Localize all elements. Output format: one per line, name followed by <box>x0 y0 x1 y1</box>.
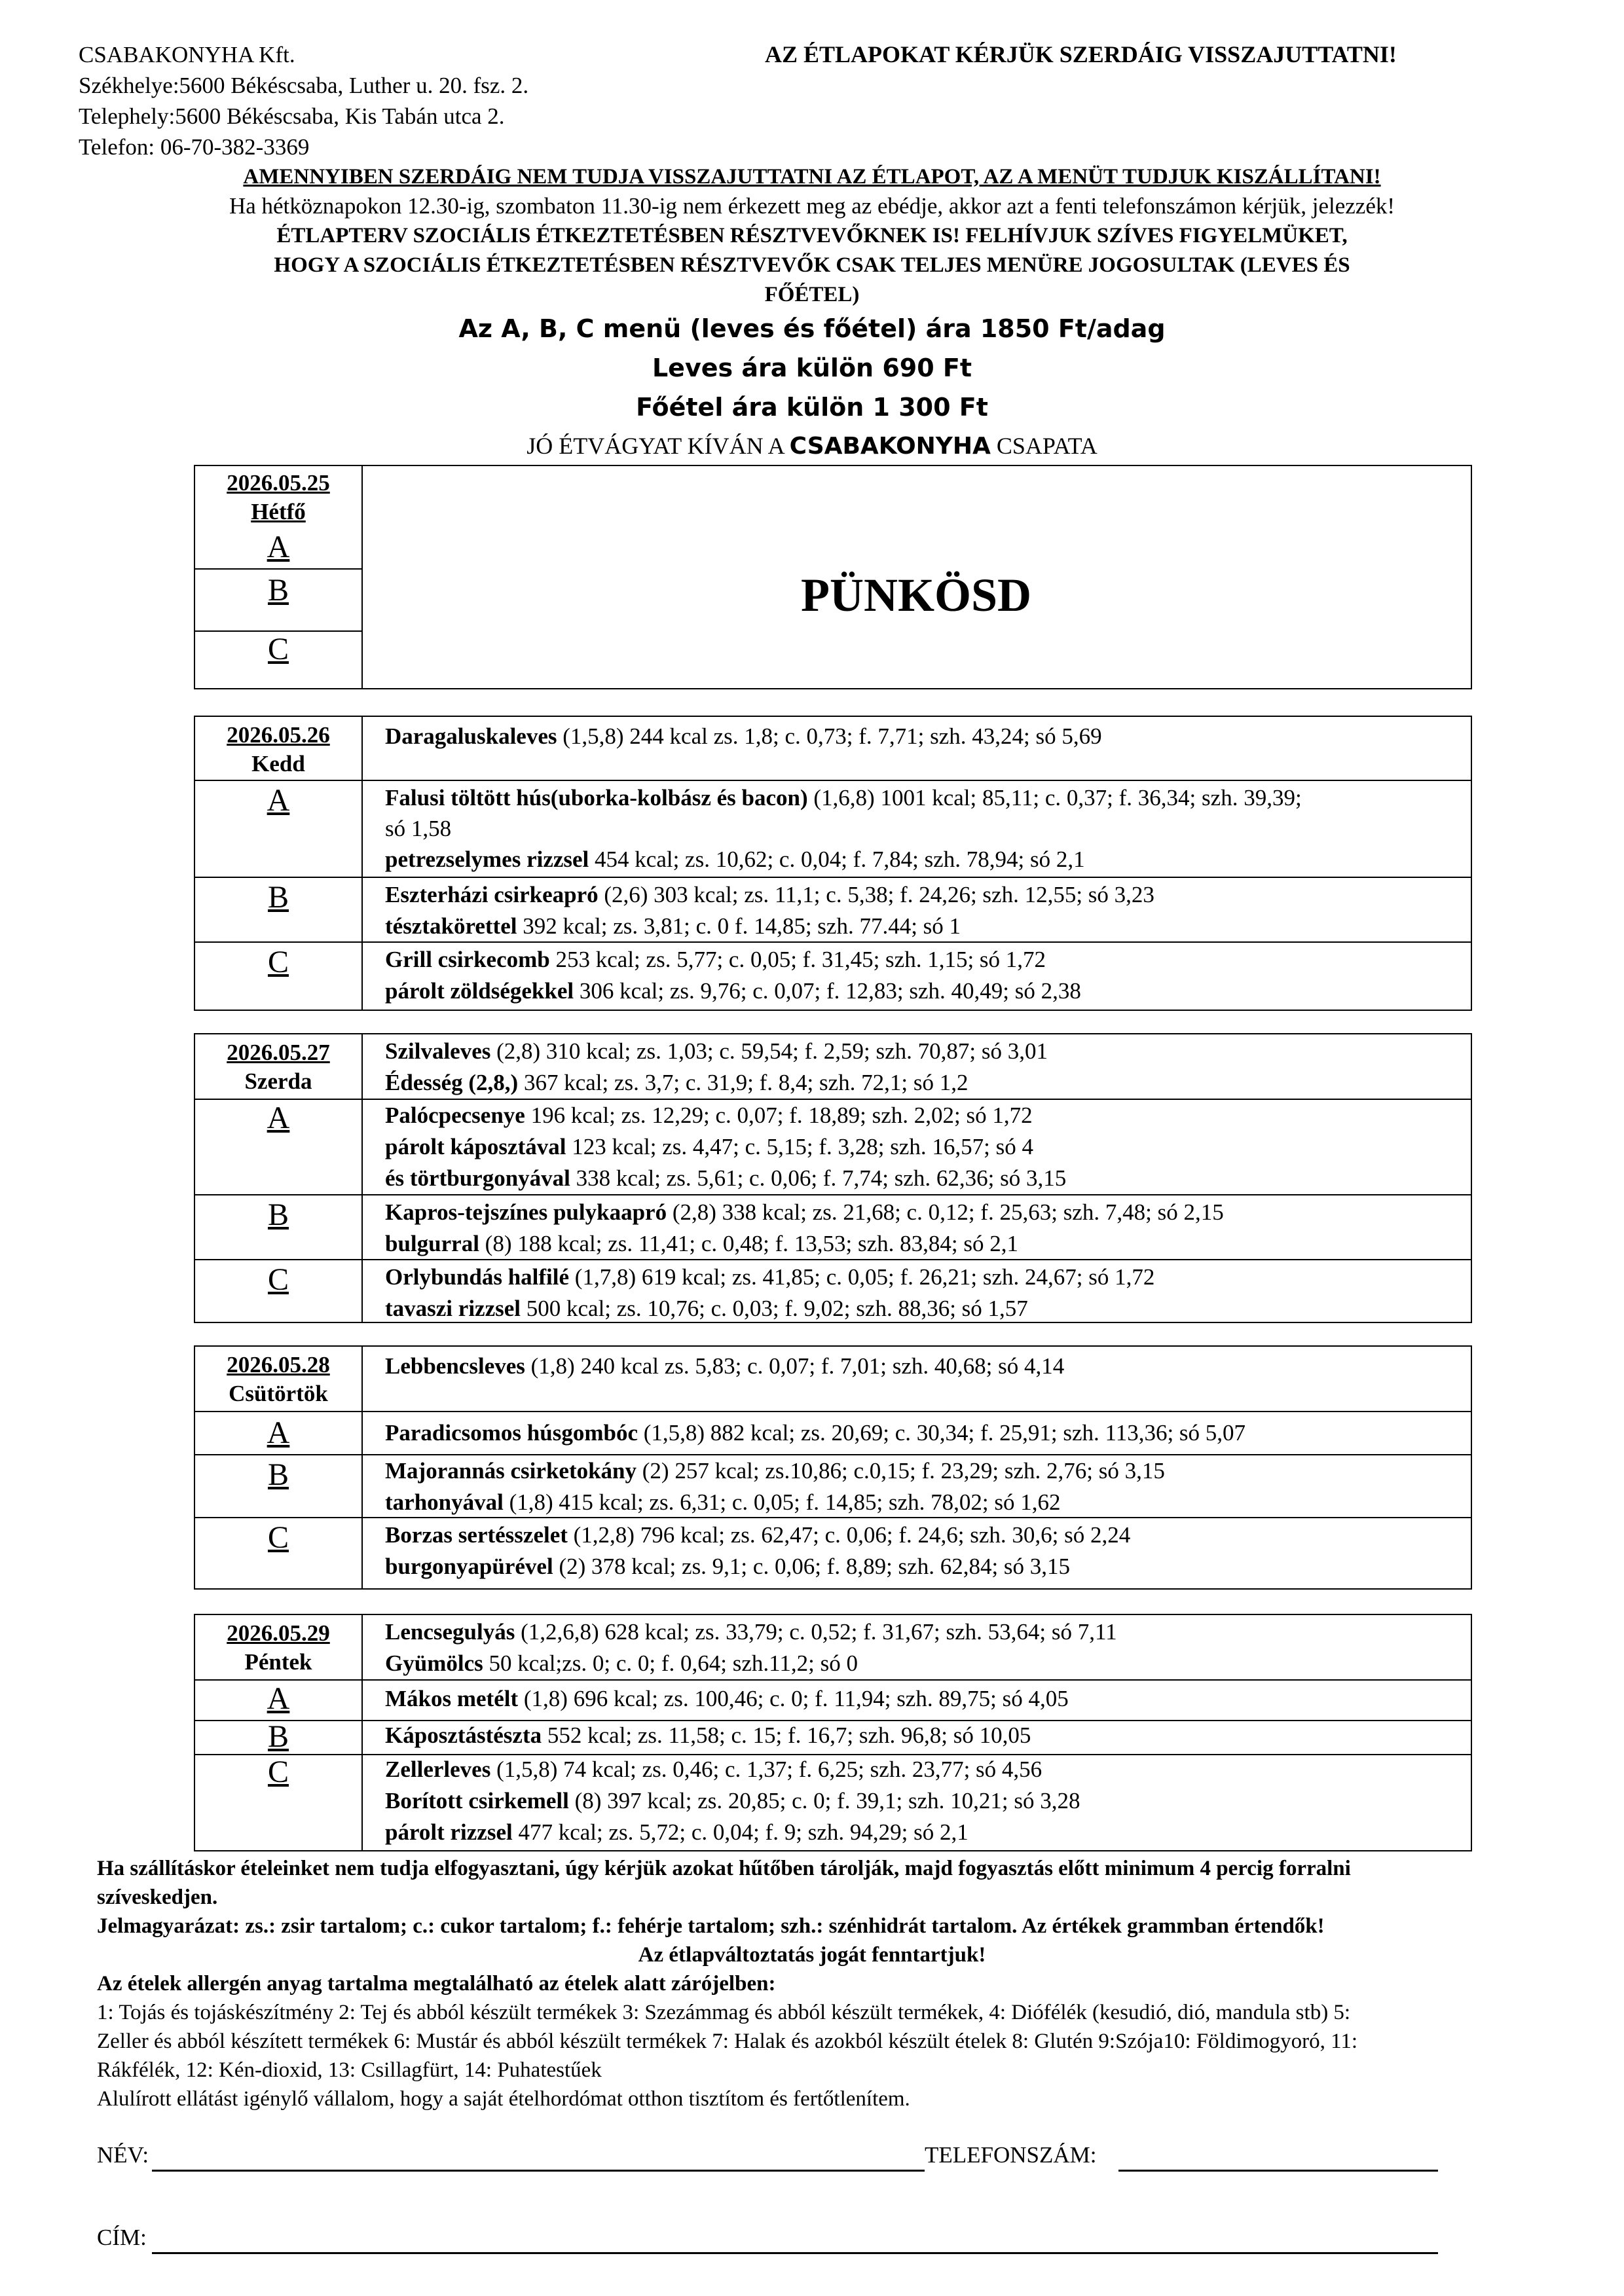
reheat-notice-2: szíveskedjen. <box>97 1886 218 1909</box>
dish-info: (2,6) 303 kcal; zs. 11,1; c. 5,38; f. 24,26; szh. 12,55; só 3,23 <box>598 882 1154 907</box>
day-table-friday <box>194 1614 1472 1851</box>
allergen-list-1: 1: Tojás és tojáskészítmény 2: Tej és abból készült termékek 3: Szezámmag és abból készült termékek, 4: Diófélék (kesudió, dió, mandula stb) 5: <box>97 2001 1351 2024</box>
soup-cell <box>385 1036 1048 1099</box>
declaration: Alulírott ellátást igénylő vállalom, hogy a saját ételhordómat otthon tisztítom és fertőtlenítem. <box>97 2087 910 2111</box>
menu-letter-a: A <box>267 783 290 818</box>
price-main: Főétel ára külön 1 300 Ft <box>636 393 988 422</box>
menu-letter-b: B <box>267 1719 289 1754</box>
holiday-title: PÜNKÖSD <box>800 569 1032 621</box>
dish-info: 338 kcal; zs. 5,61; c. 0,06; f. 7,74; szh. 62,36; só 3,15 <box>570 1165 1067 1191</box>
bon-appetit-post: CSAPATA <box>990 433 1098 459</box>
dish-name: Paradicsomos húsgombóc <box>385 1420 638 1446</box>
soup-info: 50 kcal;zs. 0; c. 0; f. 0,64; szh.11,2; só 0 <box>483 1650 858 1676</box>
dish-name: tavaszi rizzsel <box>385 1296 521 1321</box>
dish-info: 253 kcal; zs. 5,77; c. 0,05; f. 31,45; szh. 1,15; só 1,72 <box>549 947 1046 972</box>
menu-b-cell <box>385 1197 1224 1260</box>
menu-c-cell <box>385 944 1081 1007</box>
dish-info: (1,7,8) 619 kcal; zs. 41,85; c. 0,05; f. 26,21; szh. 24,67; só 1,72 <box>569 1264 1155 1290</box>
reheat-notice-1: Ha szállításkor ételeinket nem tudja elfogyasztani, úgy kérjük azokat hűtőben tárolják, majd fogyasztás előtt minimum 4 percig forralni <box>97 1857 1351 1880</box>
day-table-monday <box>194 465 1472 689</box>
soup-cell <box>385 1351 1064 1382</box>
dish-line <box>385 1131 1066 1163</box>
dish-line <box>385 1754 1080 1785</box>
day-name: Szerda <box>244 1068 312 1094</box>
dish-line <box>385 844 1302 875</box>
dish-info: 392 kcal; zs. 3,81; c. 0 f. 14,85; szh. 77.44; só 1 <box>517 913 961 939</box>
menu-letter-c: C <box>267 632 289 666</box>
dish-info: 123 kcal; zs. 4,47; c. 5,15; f. 3,28; szh. 16,57; só 4 <box>566 1134 1034 1159</box>
dish-name: tésztakörettel <box>385 913 517 939</box>
menu-letter-b: B <box>267 1457 289 1492</box>
bon-appetit-brand: CSABAKONYHA <box>789 433 991 460</box>
menu-a-cell <box>385 1100 1066 1194</box>
dish-info: 306 kcal; zs. 9,76; c. 0,07; f. 12,83; szh. 40,49; só 2,38 <box>574 978 1081 1004</box>
dish-info: (1,5,8) 882 kcal; zs. 20,69; c. 30,34; f. 25,91; szh. 113,36; só 5,07 <box>638 1420 1246 1446</box>
menu-a-cell <box>385 782 1302 875</box>
social-notice-3: FŐÉTEL) <box>764 283 860 306</box>
day-name: Péntek <box>244 1649 312 1675</box>
dish-info: 454 kcal; zs. 10,62; c. 0,04; f. 7,84; szh. 78,94; só 2,1 <box>589 847 1085 872</box>
menu-letter-c: C <box>267 945 289 979</box>
menu-letter-b: B <box>267 1197 289 1232</box>
soup-cell <box>385 721 1102 752</box>
dish-line <box>385 911 1154 942</box>
dish-info: (8) 188 kcal; zs. 11,41; c. 0,48; f. 13,53; szh. 83,84; só 2,1 <box>479 1231 1018 1256</box>
menu-b-cell <box>385 1455 1165 1518</box>
day-name: Kedd <box>251 751 305 776</box>
day-table-thursday <box>194 1345 1472 1590</box>
day-date: 2026.05.28 <box>227 1352 330 1377</box>
dish-info: 477 kcal; zs. 5,72; c. 0,04; f. 9; szh. 94,29; só 2,1 <box>512 1819 969 1845</box>
day-table-wednesday <box>194 1033 1472 1323</box>
menu-c-cell <box>385 1754 1080 1848</box>
soup-name: Lebbencsleves <box>385 1353 525 1379</box>
day-date: 2026.05.25 <box>227 470 330 496</box>
address-label: CÍM: <box>97 2225 147 2250</box>
dish-name: Borított csirkemell <box>385 1788 569 1813</box>
soup-info: (1,5,8) 244 kcal zs. 1,8; c. 0,73; f. 7,71; szh. 43,24; só 5,69 <box>557 723 1102 749</box>
dish-line <box>385 1100 1066 1131</box>
lunch-notice: Ha hétköznapokon 12.30-ig, szombaton 11.30-ig nem érkezett meg az ebédje, akkor azt a fenti telefonszámon kérjük, jelezzék! <box>229 193 1395 219</box>
allergen-list-2: Zeller és abból készített termékek 6: Mustár és abból készült termékek 7: Halak és azokból készült ételek 8: Glutén 9:Szója10: Földimogyoró, 11: <box>97 2030 1358 2053</box>
dish-line <box>385 1293 1154 1324</box>
dish-info: (1,2,8) 796 kcal; zs. 62,47; c. 0,06; f. 24,6; szh. 30,6; só 2,24 <box>567 1522 1131 1548</box>
dish-name: Eszterházi csirkeapró <box>385 882 599 907</box>
dish-name: Falusi töltött hús(uborka-kolbász és bacon) <box>385 785 808 811</box>
dish-line <box>385 1720 1031 1751</box>
menu-c-cell <box>385 1520 1130 1582</box>
dish-line <box>385 1262 1154 1293</box>
menu-letter-c: C <box>267 1520 289 1555</box>
dish-info: (8) 397 kcal; zs. 20,85; c. 0; f. 39,1; szh. 10,21; só 3,28 <box>568 1788 1080 1813</box>
dish-line <box>385 1520 1130 1551</box>
dish-line <box>385 1785 1080 1817</box>
dish-name: párolt káposztával <box>385 1134 566 1159</box>
menu-a-cell <box>385 1683 1069 1715</box>
dish-name: Mákos metélt <box>385 1686 519 1711</box>
soup-line <box>385 1351 1064 1382</box>
soup-cell <box>385 1616 1117 1679</box>
dish-name: Borzas sertésszelet <box>385 1522 568 1548</box>
dish-info: (1,8) 415 kcal; zs. 6,31; c. 0,05; f. 14,85; szh. 78,02; só 1,62 <box>503 1489 1061 1515</box>
soup-line <box>385 721 1102 752</box>
soup-name: Lencsegulyás <box>385 1619 515 1645</box>
dish-name: tarhonyával <box>385 1489 504 1515</box>
dish-info: (2,8) 338 kcal; zs. 21,68; c. 0,12; f. 25,63; szh. 7,48; só 2,15 <box>667 1199 1224 1225</box>
dish-name: Kapros-tejszínes pulykaapró <box>385 1199 667 1225</box>
day-table-tuesday <box>194 716 1472 1011</box>
soup-name: Szilvaleves <box>385 1038 491 1064</box>
dish-name: Káposztástészta <box>385 1722 542 1748</box>
dish-name: Palócpecsenye <box>385 1102 525 1128</box>
soup-name: Gyümölcs <box>385 1650 483 1676</box>
menu-b-cell <box>385 1720 1031 1751</box>
dish-line <box>385 1551 1130 1582</box>
soup-line <box>385 1036 1048 1067</box>
dish-info: (1,6,8) 1001 kcal; 85,11; c. 0,37; f. 36,34; szh. 39,39; <box>807 785 1302 811</box>
dish-line <box>385 1683 1069 1715</box>
phone-line[interactable] <box>1118 2170 1438 2172</box>
menu-b-cell <box>385 879 1154 942</box>
soup-line <box>385 1648 1117 1679</box>
return-notice: AZ ÉTLAPOKAT KÉRJÜK SZERDÁIG VISSZAJUTTATNI! <box>765 41 1397 67</box>
allergen-title: Az ételek allergén anyag tartalma megtalálható az ételek alatt zárójelben: <box>97 1972 776 1995</box>
company-seat: Székhelye:5600 Békéscsaba, Luther u. 20. fsz. 2. <box>79 73 529 98</box>
dish-info: 552 kcal; zs. 11,58; c. 15; f. 16,7; szh. 96,8; só 10,05 <box>542 1722 1031 1748</box>
dish-line <box>385 814 1302 844</box>
day-date: 2026.05.29 <box>227 1620 330 1646</box>
allergen-list-3: Rákfélék, 12: Kén-dioxid, 13: Csillagfürt, 14: Puhatestűek <box>97 2058 602 2082</box>
company-site: Telephely:5600 Békéscsaba, Kis Tabán utca 2. <box>79 103 505 129</box>
soup-info: 367 kcal; zs. 3,7; c. 31,9; f. 8,4; szh. 72,1; só 1,2 <box>518 1070 969 1095</box>
menu-letter-c: C <box>267 1262 289 1297</box>
dish-info: 196 kcal; zs. 12,29; c. 0,07; f. 18,89; szh. 2,02; só 1,72 <box>525 1102 1033 1128</box>
dish-info: (2) 257 kcal; zs.10,86; c.0,15; f. 23,29; szh. 2,76; só 3,15 <box>637 1458 1165 1484</box>
address-line[interactable] <box>152 2252 1438 2254</box>
dish-info: 500 kcal; zs. 10,76; c. 0,03; f. 9,02; szh. 88,36; só 1,57 <box>521 1296 1028 1321</box>
dish-name: párolt rizzsel <box>385 1819 513 1845</box>
menu-letter-a: A <box>267 1415 290 1450</box>
dish-info: só 1,58 <box>385 816 452 841</box>
dish-line <box>385 782 1302 814</box>
dish-line <box>385 1163 1066 1194</box>
name-line[interactable] <box>152 2170 925 2172</box>
dish-name: Majorannás csirketokány <box>385 1458 637 1484</box>
legend: Jelmagyarázat: zs.: zsir tartalom; c.: cukor tartalom; f.: fehérje tartalom; szh.: szénhidrát tartalom. Az értékek grammban értendők! <box>97 1914 1325 1938</box>
social-notice-1: ÉTLAPTERV SZOCIÁLIS ÉTKEZTETÉSBEN RÉSZTVEVŐKNEK IS! FELHÍVJUK SZÍVES FIGYELMÜKET, <box>276 224 1348 247</box>
soup-line <box>385 1067 1048 1099</box>
soup-line <box>385 1616 1117 1648</box>
soup-name: Daragaluskaleves <box>385 723 557 749</box>
dish-line <box>385 879 1154 911</box>
dish-name: petrezselymes rizzsel <box>385 847 589 872</box>
menu-letter-c: C <box>267 1755 289 1789</box>
delivery-warning: AMENNYIBEN SZERDÁIG NEM TUDJA VISSZAJUTTATNI AZ ÉTLAPOT, AZ A MENÜT TUDJUK KISZÁLLÍTANI! <box>243 165 1381 189</box>
dish-name: és törtburgonyával <box>385 1165 570 1191</box>
name-label: NÉV: <box>97 2142 149 2168</box>
company-phone: Telefon: 06-70-382-3369 <box>79 134 310 160</box>
dish-info: (2) 378 kcal; zs. 9,1; c. 0,06; f. 8,89; szh. 62,84; só 3,15 <box>553 1554 1071 1579</box>
dish-name: párolt zöldségekkel <box>385 978 574 1004</box>
bon-appetit-pre: JÓ ÉTVÁGYAT KÍVÁN A <box>526 433 790 459</box>
menu-letter-b: B <box>267 573 289 608</box>
soup-info: (1,8) 240 kcal zs. 5,83; c. 0,07; f. 7,01; szh. 40,68; só 4,14 <box>525 1353 1065 1379</box>
day-name: Csütörtök <box>229 1381 328 1406</box>
dish-name: Grill csirkecomb <box>385 947 550 972</box>
day-date: 2026.05.27 <box>227 1040 330 1065</box>
dish-line <box>385 1228 1224 1260</box>
dish-name: burgonyapürével <box>385 1554 553 1579</box>
dish-name: Orlybundás halfilé <box>385 1264 570 1290</box>
price-soup: Leves ára külön 690 Ft <box>652 354 972 382</box>
menu-letter-a: A <box>267 1681 290 1716</box>
day-date: 2026.05.26 <box>227 722 330 748</box>
menu-letter-b: B <box>267 880 289 915</box>
social-notice-2: HOGY A SZOCIÁLIS ÉTKEZTETÉSBEN RÉSZTVEVŐK CSAK TELJES MENÜRE JOGOSULTAK (LEVES ÉS <box>274 253 1350 277</box>
dish-line <box>385 1487 1165 1518</box>
dish-info: (1,5,8) 74 kcal; zs. 0,46; c. 1,37; f. 6,25; szh. 23,77; só 4,56 <box>490 1757 1043 1782</box>
soup-info: (2,8) 310 kcal; zs. 1,03; c. 59,54; f. 2,59; szh. 70,87; só 3,01 <box>490 1038 1048 1064</box>
soup-info: (1,2,6,8) 628 kcal; zs. 33,79; c. 0,52; f. 31,67; szh. 53,64; só 7,11 <box>515 1619 1117 1645</box>
dish-info: (1,8) 696 kcal; zs. 100,46; c. 0; f. 11,94; szh. 89,75; só 4,05 <box>518 1686 1069 1711</box>
dish-line <box>385 1455 1165 1487</box>
soup-name: Édesség (2,8,) <box>385 1070 519 1095</box>
price-menu: Az A, B, C menü (leves és főétel) ára 1850 Ft/adag <box>458 314 1166 343</box>
dish-name: Zellerleves <box>385 1757 491 1782</box>
dish-line <box>385 975 1081 1007</box>
dish-line <box>385 944 1081 975</box>
day-name: Hétfő <box>251 499 306 524</box>
menu-letter-a: A <box>267 530 290 564</box>
menu-letter-a: A <box>267 1101 290 1135</box>
menu-c-cell <box>385 1262 1154 1324</box>
dish-line <box>385 1817 1080 1848</box>
dish-line <box>385 1197 1224 1228</box>
bon-appetit <box>0 432 1624 460</box>
company-name: CSABAKONYHA Kft. <box>79 42 295 67</box>
phone-label: TELEFONSZÁM: <box>925 2142 1097 2168</box>
menu-a-cell <box>385 1417 1246 1449</box>
dish-name: bulgurral <box>385 1231 479 1256</box>
dish-line <box>385 1417 1246 1449</box>
rights-reserved: Az étlapváltoztatás jogát fenntartjuk! <box>638 1943 986 1967</box>
